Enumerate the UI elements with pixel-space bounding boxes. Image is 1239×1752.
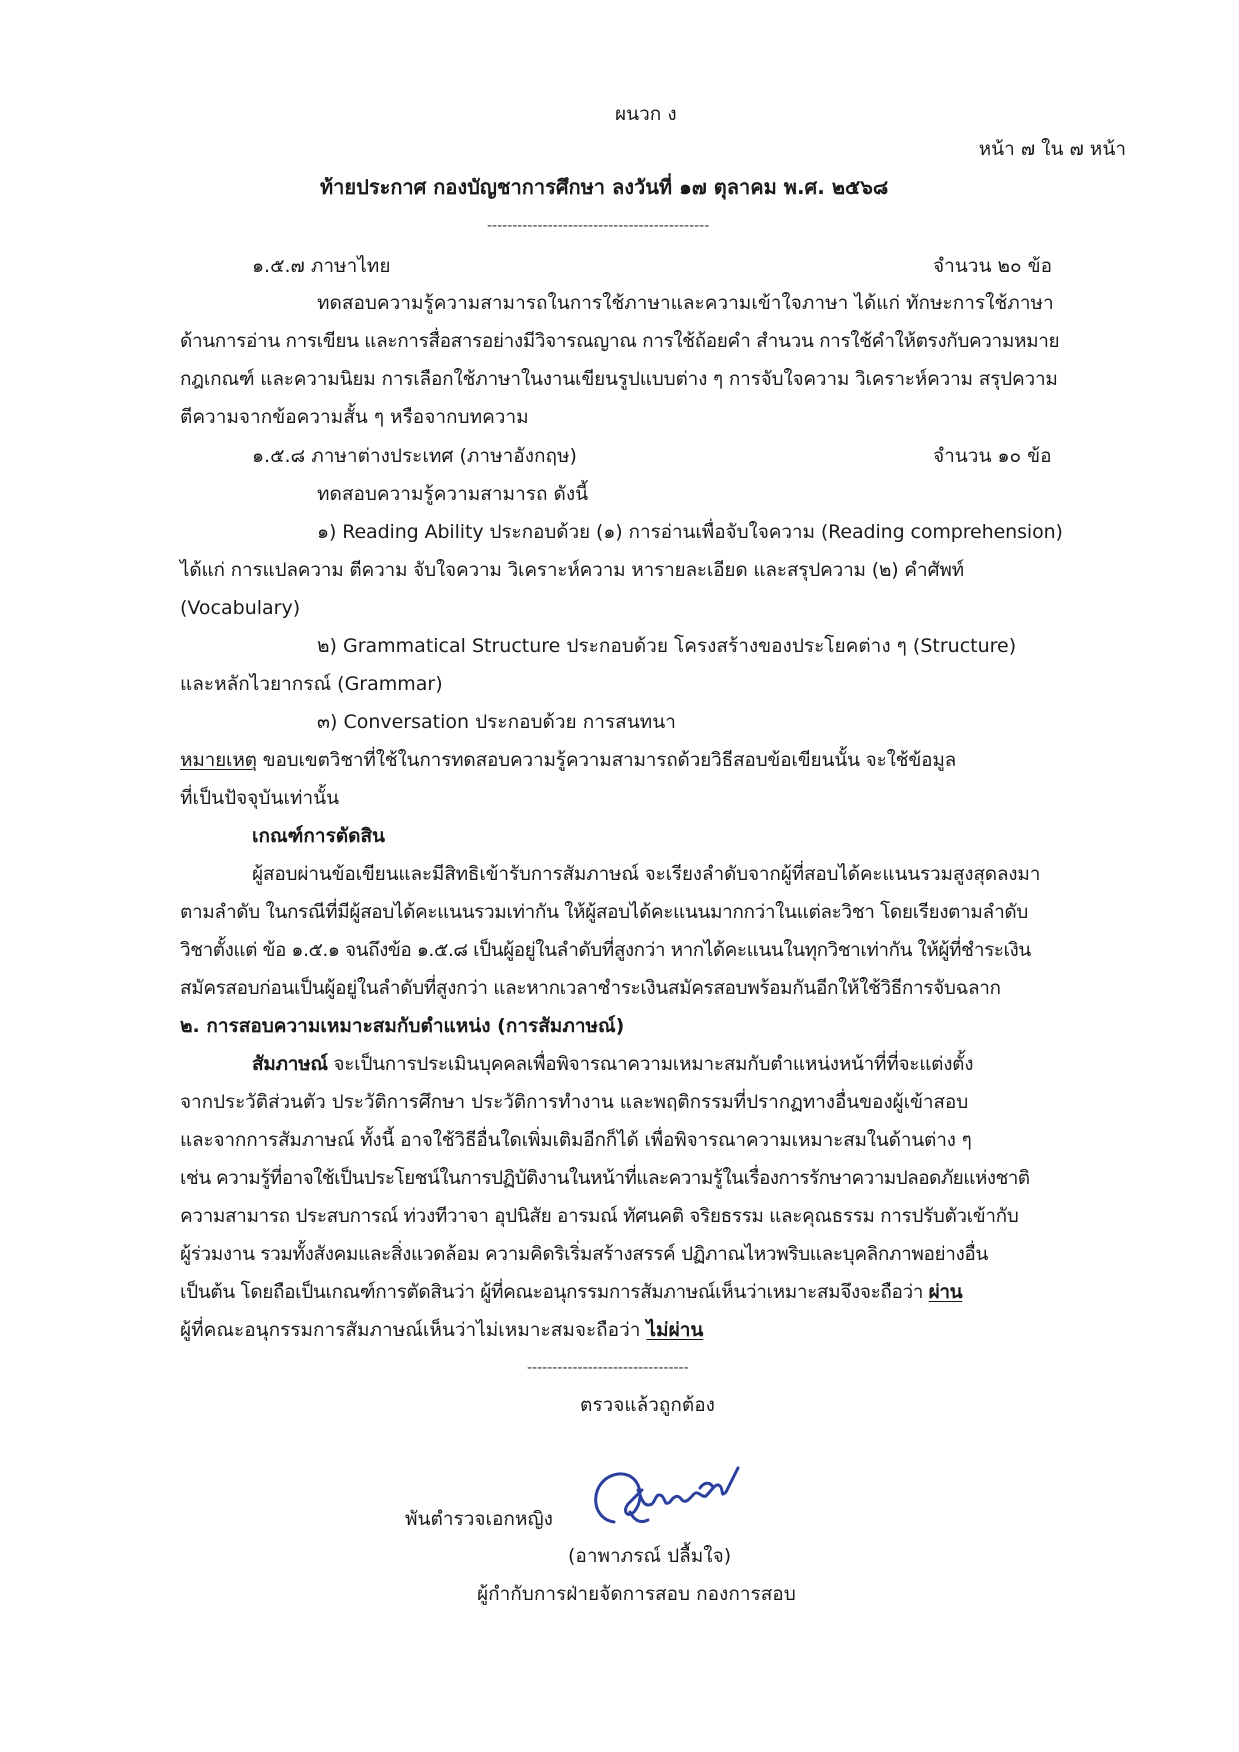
pass-label: ผ่าน: [928, 1281, 963, 1303]
section-158-heading: ๑.๕.๘ ภาษาต่างประเทศ (ภาษาอังกฤษ): [252, 445, 577, 467]
section-157-heading: ๑.๕.๗ ภาษาไทย: [252, 255, 391, 277]
announcement-text: ท้ายประกาศ กองบัญชาการศึกษา ลงวันที่: [320, 175, 680, 199]
criteria-line: วิชาตั้งแต่ ข้อ ๑.๕.๑ จนถึงข้อ ๑.๕.๘ เป็นผู้อยู่ในลำดับที่สูงกว่า หากได้คะแนนในทุกวิชาเท่ากัน ให้ผู้ที่ชำระเงิน: [180, 939, 1031, 961]
section-157-line: ตีความจากข้อความสั้น ๆ หรือจากบทความ: [180, 406, 529, 428]
criteria-line: สมัครสอบก่อนเป็นผู้อยู่ในลำดับที่สูงกว่า และหากเวลาชำระเงินสมัครสอบพร้อมกันอีกให้ใช้วิธีการจับฉลาก: [180, 977, 1001, 999]
criteria-heading: เกณฑ์การตัดสิน: [252, 825, 386, 847]
section-158-intro: ทดสอบความรู้ความสามารถ ดังนี้: [317, 483, 589, 505]
announcement-line: [320, 174, 888, 200]
section-158-item1: (Vocabulary): [180, 597, 301, 619]
section-157-line: กฎเกณฑ์ และความนิยม การเลือกใช้ภาษาในงานเขียนรูปแบบต่าง ๆ การจับใจความ วิเคราะห์ความ สรุปความ: [180, 368, 1058, 390]
section-158-item2: และหลักไวยากรณ์ (Grammar): [180, 673, 443, 695]
signer-rank: พันตำรวจเอกหญิง: [405, 1508, 553, 1530]
section-158-item1: ได้แก่ การแปลความ ตีความ จับใจความ วิเคราะห์ความ หารายละเอียด และสรุปความ (๒) คำศัพท์: [180, 559, 964, 581]
section-158-item2: ๒) Grammatical Structure ประกอบด้วย โครงสร้างของประโยคต่าง ๆ (Structure): [317, 635, 1017, 657]
section-158-item1: ๑) Reading Ability ประกอบด้วย (๑) การอ่านเพื่อจับใจความ (Reading comprehension): [317, 521, 1063, 543]
fail-text: ผู้ที่คณะอนุกรรมการสัมภาษณ์เห็นว่าไม่เหมาะสมจะถือว่า: [180, 1319, 647, 1341]
section-2-line: ความสามารถ ประสบการณ์ ท่วงทีวาจา อุปนิสัย อารมณ์ ทัศนคติ จริยธรรม และคุณธรรม การปรับตัวเข้ากับ: [180, 1205, 1019, 1227]
section-158-count: จำนวน ๑๐ ข้อ: [933, 445, 1052, 467]
criteria-text: เป็นต้น โดยถือเป็นเกณฑ์การตัดสินว่า ผู้ที่คณะอนุกรรมการสัมภาษณ์เห็นว่าเหมาะสมจึงจะถือว่า: [180, 1281, 929, 1303]
section-2-line: [180, 1317, 703, 1343]
page-number: หน้า ๗ ใน ๗ หน้า: [978, 138, 1126, 160]
footer-divider: --------------------------------: [527, 1360, 689, 1376]
section-2-line: ผู้ร่วมงาน รวมทั้งสังคมและสิ่งแวดล้อม ความคิดริเริ่มสร้างสรรค์ ปฏิภาณไหวพริบและบุคลิกภาพอย่างอื่น: [180, 1243, 989, 1265]
note-line-2: ที่เป็นปัจจุบันเท่านั้น: [180, 787, 340, 809]
section-2-line: จากประวัติส่วนตัว ประวัติการศึกษา ประวัติการทำงาน และพฤติกรรมที่ปรากฏทางอื่นของผู้เข้าสอบ: [180, 1091, 969, 1113]
section-2-line: เช่น ความรู้ที่อาจใช้เป็นประโยชน์ในการปฏิบัติงานในหน้าที่และความรู้ในเรื่องการรักษาความปลอดภัยแห่งชาติ: [180, 1167, 1030, 1189]
signer-position: ผู้กำกับการฝ่ายจัดการสอบ กองการสอบ: [477, 1583, 796, 1605]
criteria-line: ผู้สอบผ่านข้อเขียนและมีสิทธิเข้ารับการสัมภาษณ์ จะเรียงลำดับจากผู้ที่สอบได้คะแนนรวมสูงสุดลงมา: [252, 863, 1041, 885]
signature-image: [582, 1460, 752, 1540]
signer-name: (อาพาภรณ์ ปลื้มใจ): [568, 1545, 732, 1567]
certified-text: ตรวจแล้วถูกต้อง: [580, 1394, 715, 1416]
section-2-line: [180, 1279, 962, 1305]
announcement-date: ตุลาคม พ.ศ. ๒๕๖๘: [706, 175, 889, 199]
section-157-line: ด้านการอ่าน การเขียน และการสื่อสารอย่างมีวิจารณญาณ การใช้ถ้อยคำ สำนวน การใช้คำให้ตรงกับความหมาย: [180, 330, 1060, 352]
note-label: หมายเหตุ: [180, 749, 257, 771]
section-2-line: และจากการสัมภาษณ์ ทั้งนี้ อาจใช้วิธีอื่นใดเพิ่มเติมอีกก็ได้ เพื่อพิจารณาความเหมาะสมในด้านต่าง ๆ: [180, 1129, 972, 1151]
interview-text: จะเป็นการประเมินบุคคลเพื่อพิจารณาความเหมาะสมกับตำแหน่งหน้าที่ที่จะแต่งตั้ง: [327, 1053, 974, 1075]
section-2-heading: ๒. การสอบความเหมาะสมกับตำแหน่ง (การสัมภาษณ์): [180, 1015, 625, 1037]
criteria-line: ตามลำดับ ในกรณีที่มีผู้สอบได้คะแนนรวมเท่ากัน ให้ผู้สอบได้คะแนนมากกว่าในแต่ละวิชา โดยเรียงตามลำดับ: [180, 901, 1028, 923]
note-text: ขอบเขตวิชาที่ใช้ในการทดสอบความรู้ความสามารถด้วยวิธีสอบข้อเขียนนั้น จะใช้ข้อมูล: [256, 749, 957, 771]
annex-title: ผนวก ง: [615, 103, 677, 125]
note-line: [180, 747, 956, 773]
section-158-item3: ๓) Conversation ประกอบด้วย การสนทนา: [317, 711, 676, 733]
section-157-count: จำนวน ๒๐ ข้อ: [933, 255, 1053, 277]
interview-lead: สัมภาษณ์: [252, 1053, 328, 1075]
header-divider: --------------------------------------------: [487, 218, 710, 234]
announcement-day: ๑๗: [679, 175, 707, 199]
section-2-line: [252, 1051, 973, 1077]
fail-label: ไม่ผ่าน: [646, 1319, 704, 1341]
section-157-line: ทดสอบความรู้ความสามารถในการใช้ภาษาและความเข้าใจภาษา ได้แก่ ทักษะการใช้ภาษา: [317, 292, 1054, 314]
